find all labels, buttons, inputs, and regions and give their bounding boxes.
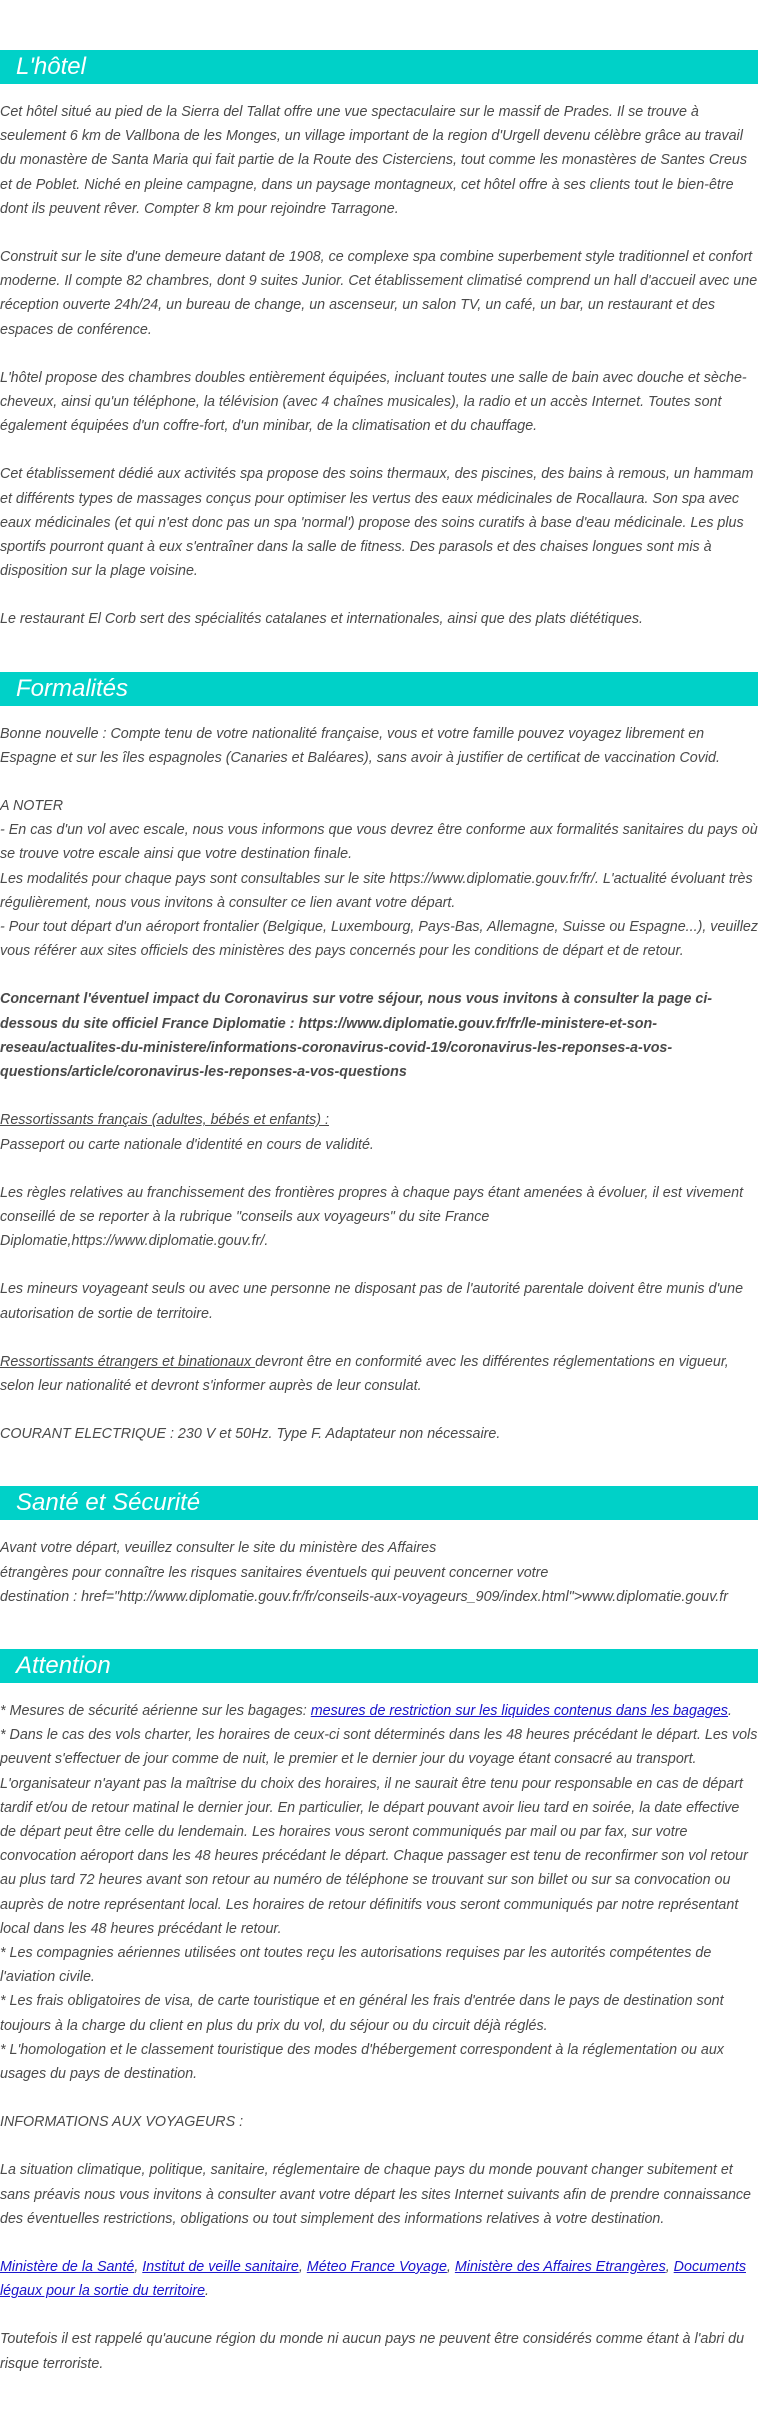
section-formalites [0,672,758,1447]
hotel-paragraph: Le restaurant El Corb sert des spécialités catalanes et internationales, ainsi que des plats diététiques. [0,611,643,628]
situation-paragraph: La situation climatique, politique, sanitaire, réglementaire de chaque pays du monde pouvant changer subitement et sans préavis nous vous invitons à consulter avant votre départ les sites Internet suivants afin de prendre connaissance des éventuelles restrictions, obligations ou tout simplement des informations relatives à votre destination. [0,2162,752,2227]
noter-item: Les modalités pour chaque pays sont consultables sur le site https://www.diplomatie.gouv.fr/fr/. L'actualité évoluant très régulièrement, nous vous invitons à consulter ce lien avant votre départ. [0,870,753,911]
charter-paragraph: * Dans le cas des vols charter, les horaires de ceux-ci sont déterminés dans les 48 heures précédant le départ. Les vols peuvent s'effectuer de jour comme de nuit, le premier et le dernier jour du voyage étant consacré au transport. L'organisateur n'ayant pas la maîtrise du choix des horaires, il ne saurait être tenu pour responsable en cas de départ tardif et/ou de retour matinal le dernier jour. En particulier, le départ pouvant avoir lieu tard en soirée, la date effective de départ peut être celle du lendemain. Les horaires vous seront communiqués par mail ou par fax, sur votre convocation aéroport dans les 48 heures précédant le départ. Chaque passager est tenu de reconfirmer son vol retour au plus tard 72 heures avant son retour au numéro de téléphone se trouvant sur son billet ou sur sa convocation ou auprès de notre représentant local. Les horaires de retour définitifs vous seront communiqués par notre représentant local dans les 48 heures précédant le retour. [0,1727,758,1937]
hotel-paragraph: Construit sur le site d'une demeure datant de 1908, ce complexe spa combine superbement style traditionnel et confort moderne. Il compte 82 chambres, dont 9 suites Junior. Cet établissement climatisé comprend un hall d'accueil avec une réception ouverte 24h/24, un bureau de change, un ascenseur, un salon TV, un café, un bar, un restaurant et des espaces de conférence. [0,249,758,338]
section-hotel [0,50,758,632]
noter-title: A NOTER [0,798,64,815]
mesures-link[interactable]: mesures de restriction sur les liquides contenus dans les bagages [310,1702,728,1719]
section-sante [0,1486,758,1609]
mesures-prefix: * Mesures de sécurité aérienne sur les bagages: [0,1702,311,1719]
homologation-paragraph: * L'homologation et le classement touristique des modes d'hébergement correspondent à la réglementation ou aux usages du pays de destination. [0,2041,724,2082]
terroriste-paragraph: Toutefois il est rappelé qu'aucune région du monde ni aucun pays ne peuvent être considérés comme étant à l'abri du risque terroriste. [0,2331,745,2372]
useful-links: Ministère de la Santé, Institut de veille sanitaire, Méteo France Voyage, Ministère des Affaires Etrangères, Documents légaux pour la sortie du territoire. [0,2259,746,2300]
section-title-sante: Santé et Sécurité [0,1486,758,1520]
sante-line: Avant votre départ, veuillez consulter le site du ministère des Affaires [0,1540,437,1557]
etrangers-text: devront être en conformité avec les différentes réglementations en vigueur, selon leur nationalité et devront s'informer auprès de leur consulat. [0,1353,729,1394]
hotel-paragraph: L'hôtel propose des chambres doubles entièrement équipées, incluant toutes une salle de bain avec douche et sèche-cheveux, ainsi qu'un téléphone, la télévision (avec 4 chaînes musicales), la radio et un accès Internet. Toutes sont également équipées d'un coffre-fort, d'un minibar, de la climatisation et du chauffage. [0,369,747,435]
link-ministere-affaires[interactable]: Ministère des Affaires Etrangères [454,2259,666,2275]
noter-item: - En cas d'un vol avec escale, nous vous informons que vous devrez être conforme aux formalités sanitaires du pays où se trouve votre escale ainsi que votre destination finale. [0,822,758,863]
section-title-hotel: L'hôtel [0,50,758,84]
mesures-suffix: . [727,1702,732,1719]
link-meteo-france[interactable]: Méteo France Voyage [306,2259,447,2275]
etrangers-label: Ressortissants étrangers et binationaux [0,1353,256,1370]
infos-title: INFORMATIONS AUX VOYAGEURS : [0,2114,244,2131]
hotel-paragraph: Cet établissement dédié aux activités spa propose des soins thermaux, des piscines, des bains à remous, un hammam et différents types de massages conçus pour optimiser les vertus des eaux médicinales de Rocallaura. Son spa avec eaux médicinales (et qui n'est donc pas un spa 'normal') propose des soins curatifs à base d'eau médicinale. Les plus sportifs pourront quant à eux s'entraîner dans la salle de fitness. Des parasols et des chaises longues sont mis à disposition sur la plage voisine. [0,466,754,580]
sante-line: étrangères pour connaître les risques sanitaires éventuels qui peuvent concerner votre [0,1564,549,1581]
ressortissants-text: Passeport ou carte nationale d'identité en cours de validité. [0,1136,374,1153]
regles-paragraph: Les règles relatives au franchissement des frontières propres à chaque pays étant amenées à évoluer, il est vivement conseillé de se reporter à la rubrique "conseils aux voyageurs" du site France Diplomatie,https://www.diplomatie.gouv.fr/. [0,1184,744,1250]
frais-paragraph: * Les frais obligatoires de visa, de carte touristique et en général les frais d'entrée dans le pays de destination sont toujours à la charge du client en plus du prix du vol, du séjour ou du circuit déjà réglés. [0,1993,724,2034]
coronavirus-notice: Concernant l'éventuel impact du Coronavirus sur votre séjour, nous vous invitons à consulter la page ci-dessous du site officiel France Diplomatie : https://www.diplomatie.gouv.fr/fr/le-ministere-et-son-reseau/actualites-du-ministere/informations-coronavirus-covid-19/coronavirus-les-reponses-a-vos-questions/article/coronavirus-les-reponses-a-vos-questions [0,991,713,1081]
formalites-paragraph: Bonne nouvelle : Compte tenu de votre nationalité française, vous et votre famille pouvez voyagez librement en Espagne et sur les îles espagnoles (Canaries et Baléares), sans avoir à justifier de certificat de vaccination Covid. [0,725,720,766]
mesures-paragraph [0,1699,758,1723]
compagnies-paragraph: * Les compagnies aériennes utilisées ont toutes reçu les autorisations requises par les autorités compétentes de l'aviation civile. [0,1944,712,1986]
etrangers-paragraph [0,1350,758,1398]
link-ministere-sante[interactable]: Ministère de la Santé [0,2259,135,2275]
noter-item: - Pour tout départ d'un aéroport frontalier (Belgique, Luxembourg, Pays-Bas, Allemagne, Suisse ou Espagne...), veuillez vous référer aux sites officiels des ministères des pays concernés pour les conditions de départ et de retour. [0,919,758,960]
link-documents-legaux[interactable]: Documents légaux pour la sortie du territoire [0,2259,746,2300]
courant-paragraph: COURANT ELECTRIQUE : 230 V et 50Hz. Type F. Adaptateur non nécessaire. [0,1426,501,1443]
top-spacer [0,0,758,50]
section-title-formalites: Formalités [0,672,758,706]
mineurs-paragraph: Les mineurs voyageant seuls ou avec une personne ne disposant pas de l'autorité parentale doivent être munis d'une autorisation de sortie de territoire. [0,1281,744,1322]
ressortissants-label: Ressortissants français (adultes, bébés et enfants) : [0,1112,329,1129]
sante-line: destination : href="http://www.diplomatie.gouv.fr/fr/conseils-aux-voyageurs_909/index.html">www.diplomatie.gouv.fr [0,1588,729,1605]
section-title-attention: Attention [0,1649,758,1683]
section-attention [0,1649,758,2376]
link-institut-veille[interactable]: Institut de veille sanitaire [142,2259,299,2275]
hotel-paragraph: Cet hôtel situé au pied de la Sierra del Tallat offre une vue spectaculaire sur le massif de Prades. Il se trouve à seulement 6 km de Vallbona de les Monges, un village important de la region d'Urgell devenu célèbre grâce au travail du monastère de Santa Maria qui fait partie de la Route des Cisterciens, tout comme les monastères de Santes Creus et de Poblet. Niché en pleine campagne, dans un paysage montagneux, cet hôtel offre à ses clients tout le bien-être dont ils peuvent rêver. Compter 8 km pour rejoindre Tarragone. [0,104,747,217]
